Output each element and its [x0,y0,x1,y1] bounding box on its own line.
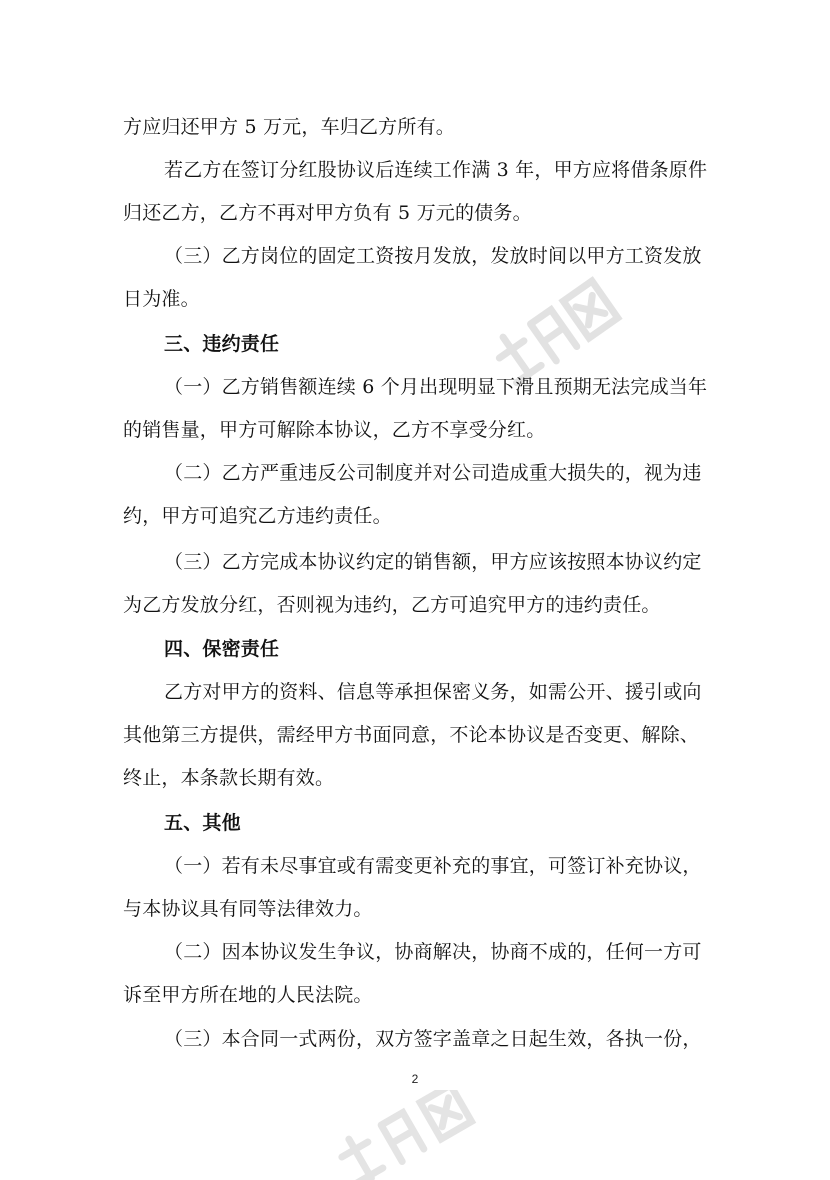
body-line: （三）本合同一式两份，双方签字盖章之日起生效，各执一份， [164,1028,702,1050]
body-line: （二）乙方严重违反公司制度并对公司造成重大损失的，视为违 [164,462,702,484]
body-line: 其他第三方提供，需经甲方书面同意，不论本协议是否变更、解除、 [123,724,700,746]
body-line: 方应归还甲方 5 万元，车归乙方所有。 [123,116,455,138]
body-line: 归还乙方，乙方不再对甲方负有 5 万元的债务。 [123,202,532,224]
body-line: 与本协议具有同等法律效力。 [123,898,373,920]
page-number: 2 [411,1072,419,1086]
section-heading: 五、其他 [164,812,241,834]
section-heading: 四、保密责任 [164,638,280,660]
body-line: （三）乙方完成本协议约定的销售额，甲方应该按照本协议约定 [164,551,702,573]
body-line: （二）因本协议发生争议，协商解决，协商不成的，任何一方可 [164,941,702,963]
body-line: 为乙方发放分红，否则视为违约，乙方可追究甲方的违约责任。 [123,594,661,616]
body-line: 若乙方在签订分红股协议后连续工作满 3 年，甲方应将借条原件 [164,159,708,181]
body-line: （三）乙方岗位的固定工资按月发放，发放时间以甲方工资发放 [164,245,702,267]
body-line: （一）乙方销售额连续 6 个月出现明显下滑且预期无法完成当年 [164,376,708,398]
body-line: 终止，本条款长期有效。 [123,767,335,789]
body-line: （一）若有未尽事宜或有需变更补充的事宜，可签订补充协议， [164,855,702,877]
body-line: 诉至甲方所在地的人民法院。 [123,984,373,1006]
body-line: 乙方对甲方的资料、信息等承担保密义务，如需公开、援引或向 [164,681,702,703]
body-line: 约，甲方可追究乙方违约责任。 [123,505,392,527]
body-line: 的销售量，甲方可解除本协议，乙方不享受分红。 [123,419,546,441]
body-line: 日为准。 [123,288,200,310]
watermark-bottom [300,1090,520,1180]
section-heading: 三、违约责任 [164,333,280,355]
